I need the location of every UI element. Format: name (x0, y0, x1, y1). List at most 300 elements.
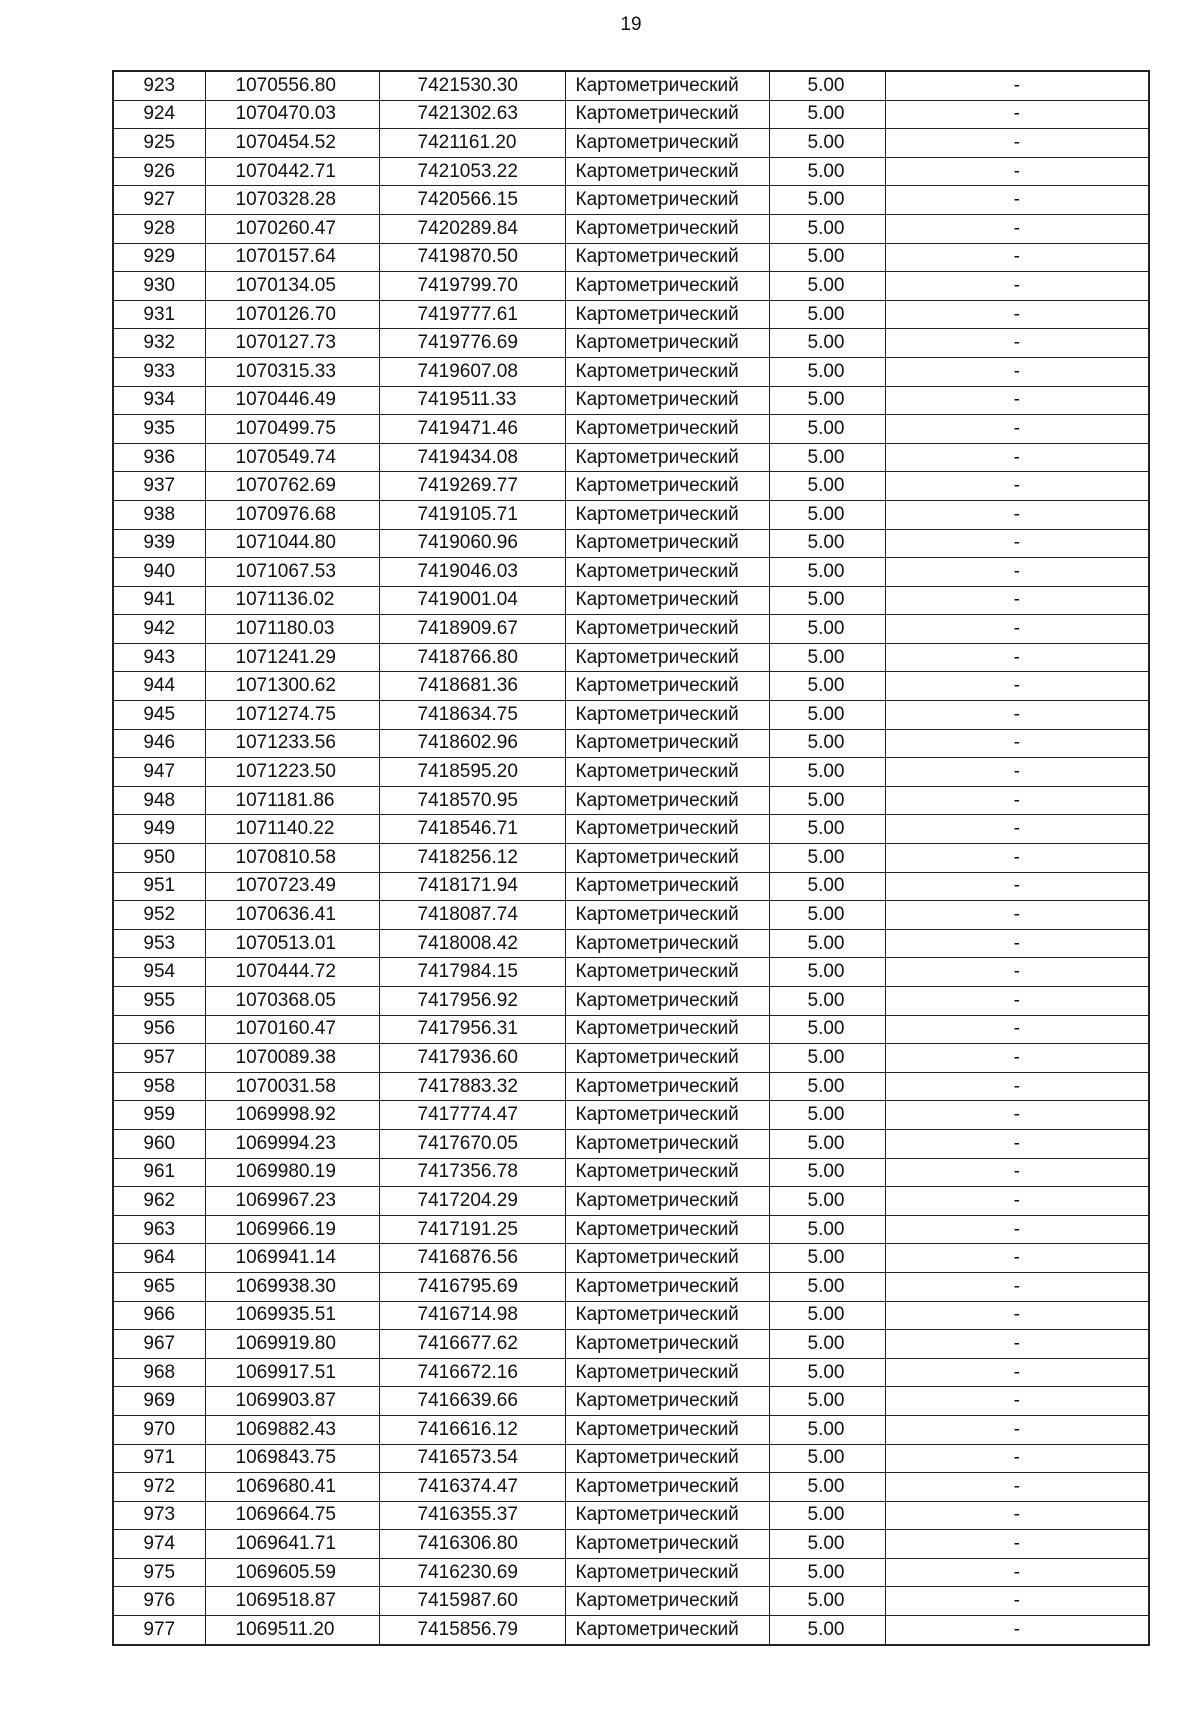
x-coordinate-cell: 1070315.33 (205, 357, 379, 386)
note-cell: - (885, 1330, 1149, 1359)
accuracy-cell: 5.00 (769, 1501, 885, 1530)
table-row (113, 1072, 1149, 1101)
x-coordinate-cell: 1070031.58 (205, 1072, 379, 1101)
x-coordinate-cell: 1071233.56 (205, 729, 379, 758)
accuracy-cell: 5.00 (769, 129, 885, 158)
x-coordinate-cell: 1069980.19 (205, 1158, 379, 1187)
x-coordinate-cell: 1070328.28 (205, 186, 379, 215)
accuracy-cell: 5.00 (769, 329, 885, 358)
y-coordinate-cell: 7416306.80 (379, 1530, 565, 1559)
accuracy-cell: 5.00 (769, 186, 885, 215)
y-coordinate-cell: 7419105.71 (379, 500, 565, 529)
x-coordinate-cell: 1071180.03 (205, 615, 379, 644)
table-row (113, 558, 1149, 587)
x-coordinate-cell: 1069919.80 (205, 1330, 379, 1359)
accuracy-cell: 5.00 (769, 1272, 885, 1301)
note-cell: - (885, 1415, 1149, 1444)
point-number-cell: 956 (113, 1015, 205, 1044)
method-cell: Картометрический (565, 1444, 769, 1473)
accuracy-cell: 5.00 (769, 729, 885, 758)
table-row (113, 329, 1149, 358)
method-cell: Картометрический (565, 643, 769, 672)
y-coordinate-cell: 7419777.61 (379, 300, 565, 329)
table-row (113, 500, 1149, 529)
point-number-cell: 948 (113, 786, 205, 815)
coordinates-table-body (113, 71, 1149, 1645)
accuracy-cell: 5.00 (769, 1587, 885, 1616)
y-coordinate-cell: 7417204.29 (379, 1187, 565, 1216)
x-coordinate-cell: 1069917.51 (205, 1358, 379, 1387)
y-coordinate-cell: 7418602.96 (379, 729, 565, 758)
x-coordinate-cell: 1070160.47 (205, 1015, 379, 1044)
table-row (113, 586, 1149, 615)
table-row (113, 415, 1149, 444)
note-cell: - (885, 1158, 1149, 1187)
point-number-cell: 938 (113, 500, 205, 529)
x-coordinate-cell: 1069641.71 (205, 1530, 379, 1559)
note-cell: - (885, 529, 1149, 558)
point-number-cell: 936 (113, 443, 205, 472)
x-coordinate-cell: 1069935.51 (205, 1301, 379, 1330)
note-cell: - (885, 1616, 1149, 1645)
table-row (113, 1129, 1149, 1158)
note-cell: - (885, 157, 1149, 186)
point-number-cell: 970 (113, 1415, 205, 1444)
table-row (113, 1358, 1149, 1387)
point-number-cell: 953 (113, 929, 205, 958)
y-coordinate-cell: 7418008.42 (379, 929, 565, 958)
method-cell: Картометрический (565, 1015, 769, 1044)
table-row (113, 186, 1149, 215)
point-number-cell: 932 (113, 329, 205, 358)
x-coordinate-cell: 1069843.75 (205, 1444, 379, 1473)
method-cell: Картометрический (565, 529, 769, 558)
note-cell: - (885, 758, 1149, 787)
x-coordinate-cell: 1071223.50 (205, 758, 379, 787)
method-cell: Картометрический (565, 1158, 769, 1187)
method-cell: Картометрический (565, 1044, 769, 1073)
accuracy-cell: 5.00 (769, 672, 885, 701)
point-number-cell: 929 (113, 243, 205, 272)
table-row (113, 815, 1149, 844)
accuracy-cell: 5.00 (769, 586, 885, 615)
point-number-cell: 934 (113, 386, 205, 415)
method-cell: Картометрический (565, 100, 769, 129)
method-cell: Картометрический (565, 701, 769, 730)
x-coordinate-cell: 1070089.38 (205, 1044, 379, 1073)
table-row (113, 758, 1149, 787)
note-cell: - (885, 1101, 1149, 1130)
x-coordinate-cell: 1070260.47 (205, 214, 379, 243)
accuracy-cell: 5.00 (769, 1072, 885, 1101)
accuracy-cell: 5.00 (769, 100, 885, 129)
table-row (113, 1301, 1149, 1330)
x-coordinate-cell: 1070442.71 (205, 157, 379, 186)
method-cell: Картометрический (565, 1072, 769, 1101)
point-number-cell: 943 (113, 643, 205, 672)
table-row (113, 1473, 1149, 1502)
coordinates-table (112, 70, 1150, 1646)
table-row (113, 443, 1149, 472)
point-number-cell: 947 (113, 758, 205, 787)
method-cell: Картометрический (565, 1129, 769, 1158)
point-number-cell: 952 (113, 901, 205, 930)
accuracy-cell: 5.00 (769, 1530, 885, 1559)
note-cell: - (885, 958, 1149, 987)
note-cell: - (885, 844, 1149, 873)
y-coordinate-cell: 7416795.69 (379, 1272, 565, 1301)
accuracy-cell: 5.00 (769, 1044, 885, 1073)
method-cell: Картометрический (565, 1358, 769, 1387)
table-row (113, 1158, 1149, 1187)
x-coordinate-cell: 1070499.75 (205, 415, 379, 444)
accuracy-cell: 5.00 (769, 1473, 885, 1502)
point-number-cell: 940 (113, 558, 205, 587)
accuracy-cell: 5.00 (769, 1101, 885, 1130)
x-coordinate-cell: 1070556.80 (205, 71, 379, 100)
x-coordinate-cell: 1070446.49 (205, 386, 379, 415)
y-coordinate-cell: 7415987.60 (379, 1587, 565, 1616)
note-cell: - (885, 1044, 1149, 1073)
y-coordinate-cell: 7420289.84 (379, 214, 565, 243)
accuracy-cell: 5.00 (769, 987, 885, 1016)
accuracy-cell: 5.00 (769, 1158, 885, 1187)
method-cell: Картометрический (565, 1215, 769, 1244)
x-coordinate-cell: 1069511.20 (205, 1616, 379, 1645)
method-cell: Картометрический (565, 272, 769, 301)
method-cell: Картометрический (565, 1387, 769, 1416)
table-row (113, 643, 1149, 672)
method-cell: Картометрический (565, 558, 769, 587)
accuracy-cell: 5.00 (769, 500, 885, 529)
point-number-cell: 972 (113, 1473, 205, 1502)
x-coordinate-cell: 1070513.01 (205, 929, 379, 958)
note-cell: - (885, 329, 1149, 358)
accuracy-cell: 5.00 (769, 386, 885, 415)
y-coordinate-cell: 7419001.04 (379, 586, 565, 615)
y-coordinate-cell: 7416230.69 (379, 1558, 565, 1587)
accuracy-cell: 5.00 (769, 844, 885, 873)
y-coordinate-cell: 7418909.67 (379, 615, 565, 644)
accuracy-cell: 5.00 (769, 529, 885, 558)
method-cell: Картометрический (565, 615, 769, 644)
y-coordinate-cell: 7418634.75 (379, 701, 565, 730)
point-number-cell: 976 (113, 1587, 205, 1616)
note-cell: - (885, 929, 1149, 958)
note-cell: - (885, 872, 1149, 901)
point-number-cell: 963 (113, 1215, 205, 1244)
x-coordinate-cell: 1069903.87 (205, 1387, 379, 1416)
y-coordinate-cell: 7419511.33 (379, 386, 565, 415)
method-cell: Картометрический (565, 300, 769, 329)
accuracy-cell: 5.00 (769, 558, 885, 587)
table-row (113, 615, 1149, 644)
method-cell: Картометрический (565, 1415, 769, 1444)
x-coordinate-cell: 1069518.87 (205, 1587, 379, 1616)
method-cell: Картометрический (565, 586, 769, 615)
note-cell: - (885, 615, 1149, 644)
table-row (113, 529, 1149, 558)
table-row (113, 958, 1149, 987)
x-coordinate-cell: 1071136.02 (205, 586, 379, 615)
method-cell: Картометрический (565, 1587, 769, 1616)
accuracy-cell: 5.00 (769, 443, 885, 472)
note-cell: - (885, 586, 1149, 615)
table-row (113, 1616, 1149, 1645)
note-cell: - (885, 1444, 1149, 1473)
table-row (113, 357, 1149, 386)
note-cell: - (885, 1129, 1149, 1158)
point-number-cell: 927 (113, 186, 205, 215)
accuracy-cell: 5.00 (769, 1129, 885, 1158)
point-number-cell: 944 (113, 672, 205, 701)
method-cell: Картометрический (565, 157, 769, 186)
x-coordinate-cell: 1070134.05 (205, 272, 379, 301)
x-coordinate-cell: 1071044.80 (205, 529, 379, 558)
accuracy-cell: 5.00 (769, 1387, 885, 1416)
x-coordinate-cell: 1069664.75 (205, 1501, 379, 1530)
table-row (113, 1244, 1149, 1273)
note-cell: - (885, 1015, 1149, 1044)
accuracy-cell: 5.00 (769, 1444, 885, 1473)
point-number-cell: 925 (113, 129, 205, 158)
method-cell: Картометрический (565, 1501, 769, 1530)
y-coordinate-cell: 7418681.36 (379, 672, 565, 701)
note-cell: - (885, 815, 1149, 844)
accuracy-cell: 5.00 (769, 758, 885, 787)
y-coordinate-cell: 7417984.15 (379, 958, 565, 987)
point-number-cell: 957 (113, 1044, 205, 1073)
note-cell: - (885, 1558, 1149, 1587)
accuracy-cell: 5.00 (769, 157, 885, 186)
note-cell: - (885, 643, 1149, 672)
x-coordinate-cell: 1069966.19 (205, 1215, 379, 1244)
method-cell: Картометрический (565, 844, 769, 873)
point-number-cell: 939 (113, 529, 205, 558)
method-cell: Картометрический (565, 758, 769, 787)
point-number-cell: 942 (113, 615, 205, 644)
x-coordinate-cell: 1070368.05 (205, 987, 379, 1016)
method-cell: Картометрический (565, 1301, 769, 1330)
point-number-cell: 971 (113, 1444, 205, 1473)
method-cell: Картометрический (565, 1330, 769, 1359)
table-row (113, 472, 1149, 501)
method-cell: Картометрический (565, 71, 769, 100)
method-cell: Картометрический (565, 357, 769, 386)
note-cell: - (885, 186, 1149, 215)
x-coordinate-cell: 1069994.23 (205, 1129, 379, 1158)
method-cell: Картометрический (565, 958, 769, 987)
table-row (113, 1044, 1149, 1073)
x-coordinate-cell: 1071140.22 (205, 815, 379, 844)
accuracy-cell: 5.00 (769, 1358, 885, 1387)
note-cell: - (885, 472, 1149, 501)
accuracy-cell: 5.00 (769, 415, 885, 444)
point-number-cell: 967 (113, 1330, 205, 1359)
y-coordinate-cell: 7417356.78 (379, 1158, 565, 1187)
y-coordinate-cell: 7421161.20 (379, 129, 565, 158)
x-coordinate-cell: 1071067.53 (205, 558, 379, 587)
point-number-cell: 960 (113, 1129, 205, 1158)
x-coordinate-cell: 1070549.74 (205, 443, 379, 472)
note-cell: - (885, 1272, 1149, 1301)
method-cell: Картометрический (565, 929, 769, 958)
method-cell: Картометрический (565, 901, 769, 930)
table-row (113, 729, 1149, 758)
note-cell: - (885, 100, 1149, 129)
x-coordinate-cell: 1070470.03 (205, 100, 379, 129)
y-coordinate-cell: 7417774.47 (379, 1101, 565, 1130)
y-coordinate-cell: 7418595.20 (379, 758, 565, 787)
accuracy-cell: 5.00 (769, 71, 885, 100)
note-cell: - (885, 1358, 1149, 1387)
point-number-cell: 931 (113, 300, 205, 329)
table-row (113, 71, 1149, 100)
table-row (113, 300, 1149, 329)
note-cell: - (885, 129, 1149, 158)
x-coordinate-cell: 1071300.62 (205, 672, 379, 701)
point-number-cell: 969 (113, 1387, 205, 1416)
y-coordinate-cell: 7419434.08 (379, 443, 565, 472)
point-number-cell: 958 (113, 1072, 205, 1101)
note-cell: - (885, 443, 1149, 472)
x-coordinate-cell: 1070762.69 (205, 472, 379, 501)
accuracy-cell: 5.00 (769, 1330, 885, 1359)
x-coordinate-cell: 1070810.58 (205, 844, 379, 873)
note-cell: - (885, 214, 1149, 243)
table-row (113, 272, 1149, 301)
x-coordinate-cell: 1070157.64 (205, 243, 379, 272)
y-coordinate-cell: 7418766.80 (379, 643, 565, 672)
note-cell: - (885, 1473, 1149, 1502)
note-cell: - (885, 300, 1149, 329)
y-coordinate-cell: 7417883.32 (379, 1072, 565, 1101)
accuracy-cell: 5.00 (769, 357, 885, 386)
point-number-cell: 968 (113, 1358, 205, 1387)
x-coordinate-cell: 1070636.41 (205, 901, 379, 930)
y-coordinate-cell: 7417936.60 (379, 1044, 565, 1073)
point-number-cell: 950 (113, 844, 205, 873)
note-cell: - (885, 415, 1149, 444)
table-row (113, 129, 1149, 158)
y-coordinate-cell: 7417956.31 (379, 1015, 565, 1044)
table-row (113, 1387, 1149, 1416)
x-coordinate-cell: 1070976.68 (205, 500, 379, 529)
point-number-cell: 951 (113, 872, 205, 901)
table-row (113, 1501, 1149, 1530)
note-cell: - (885, 500, 1149, 529)
note-cell: - (885, 1301, 1149, 1330)
method-cell: Картометрический (565, 729, 769, 758)
point-number-cell: 937 (113, 472, 205, 501)
point-number-cell: 965 (113, 1272, 205, 1301)
y-coordinate-cell: 7419799.70 (379, 272, 565, 301)
table-row (113, 1444, 1149, 1473)
method-cell: Картометрический (565, 872, 769, 901)
y-coordinate-cell: 7421530.30 (379, 71, 565, 100)
note-cell: - (885, 558, 1149, 587)
accuracy-cell: 5.00 (769, 901, 885, 930)
accuracy-cell: 5.00 (769, 214, 885, 243)
y-coordinate-cell: 7417191.25 (379, 1215, 565, 1244)
point-number-cell: 977 (113, 1616, 205, 1645)
point-number-cell: 949 (113, 815, 205, 844)
table-row (113, 872, 1149, 901)
accuracy-cell: 5.00 (769, 1558, 885, 1587)
accuracy-cell: 5.00 (769, 643, 885, 672)
accuracy-cell: 5.00 (769, 243, 885, 272)
table-row (113, 786, 1149, 815)
method-cell: Картометрический (565, 672, 769, 701)
accuracy-cell: 5.00 (769, 1616, 885, 1645)
table-row (113, 1558, 1149, 1587)
point-number-cell: 923 (113, 71, 205, 100)
point-number-cell: 973 (113, 1501, 205, 1530)
y-coordinate-cell: 7419060.96 (379, 529, 565, 558)
y-coordinate-cell: 7421053.22 (379, 157, 565, 186)
table-row (113, 1330, 1149, 1359)
method-cell: Картометрический (565, 1616, 769, 1645)
point-number-cell: 941 (113, 586, 205, 615)
x-coordinate-cell: 1069967.23 (205, 1187, 379, 1216)
point-number-cell: 966 (113, 1301, 205, 1330)
table-row (113, 901, 1149, 930)
y-coordinate-cell: 7418087.74 (379, 901, 565, 930)
accuracy-cell: 5.00 (769, 1415, 885, 1444)
y-coordinate-cell: 7421302.63 (379, 100, 565, 129)
table-row (113, 672, 1149, 701)
y-coordinate-cell: 7418546.71 (379, 815, 565, 844)
point-number-cell: 964 (113, 1244, 205, 1273)
y-coordinate-cell: 7419269.77 (379, 472, 565, 501)
point-number-cell: 928 (113, 214, 205, 243)
point-number-cell: 930 (113, 272, 205, 301)
x-coordinate-cell: 1069941.14 (205, 1244, 379, 1273)
table-row (113, 844, 1149, 873)
accuracy-cell: 5.00 (769, 615, 885, 644)
method-cell: Картометрический (565, 329, 769, 358)
y-coordinate-cell: 7416573.54 (379, 1444, 565, 1473)
accuracy-cell: 5.00 (769, 272, 885, 301)
y-coordinate-cell: 7418570.95 (379, 786, 565, 815)
method-cell: Картометрический (565, 1272, 769, 1301)
point-number-cell: 933 (113, 357, 205, 386)
note-cell: - (885, 1501, 1149, 1530)
accuracy-cell: 5.00 (769, 701, 885, 730)
point-number-cell: 962 (113, 1187, 205, 1216)
y-coordinate-cell: 7419607.08 (379, 357, 565, 386)
point-number-cell: 935 (113, 415, 205, 444)
table-row (113, 157, 1149, 186)
note-cell: - (885, 672, 1149, 701)
table-row (113, 1101, 1149, 1130)
y-coordinate-cell: 7418256.12 (379, 844, 565, 873)
x-coordinate-cell: 1070444.72 (205, 958, 379, 987)
method-cell: Картометрический (565, 500, 769, 529)
x-coordinate-cell: 1071181.86 (205, 786, 379, 815)
table-row (113, 1215, 1149, 1244)
method-cell: Картометрический (565, 786, 769, 815)
note-cell: - (885, 901, 1149, 930)
x-coordinate-cell: 1071241.29 (205, 643, 379, 672)
accuracy-cell: 5.00 (769, 872, 885, 901)
method-cell: Картометрический (565, 415, 769, 444)
x-coordinate-cell: 1069998.92 (205, 1101, 379, 1130)
x-coordinate-cell: 1070723.49 (205, 872, 379, 901)
accuracy-cell: 5.00 (769, 929, 885, 958)
note-cell: - (885, 71, 1149, 100)
y-coordinate-cell: 7416374.47 (379, 1473, 565, 1502)
